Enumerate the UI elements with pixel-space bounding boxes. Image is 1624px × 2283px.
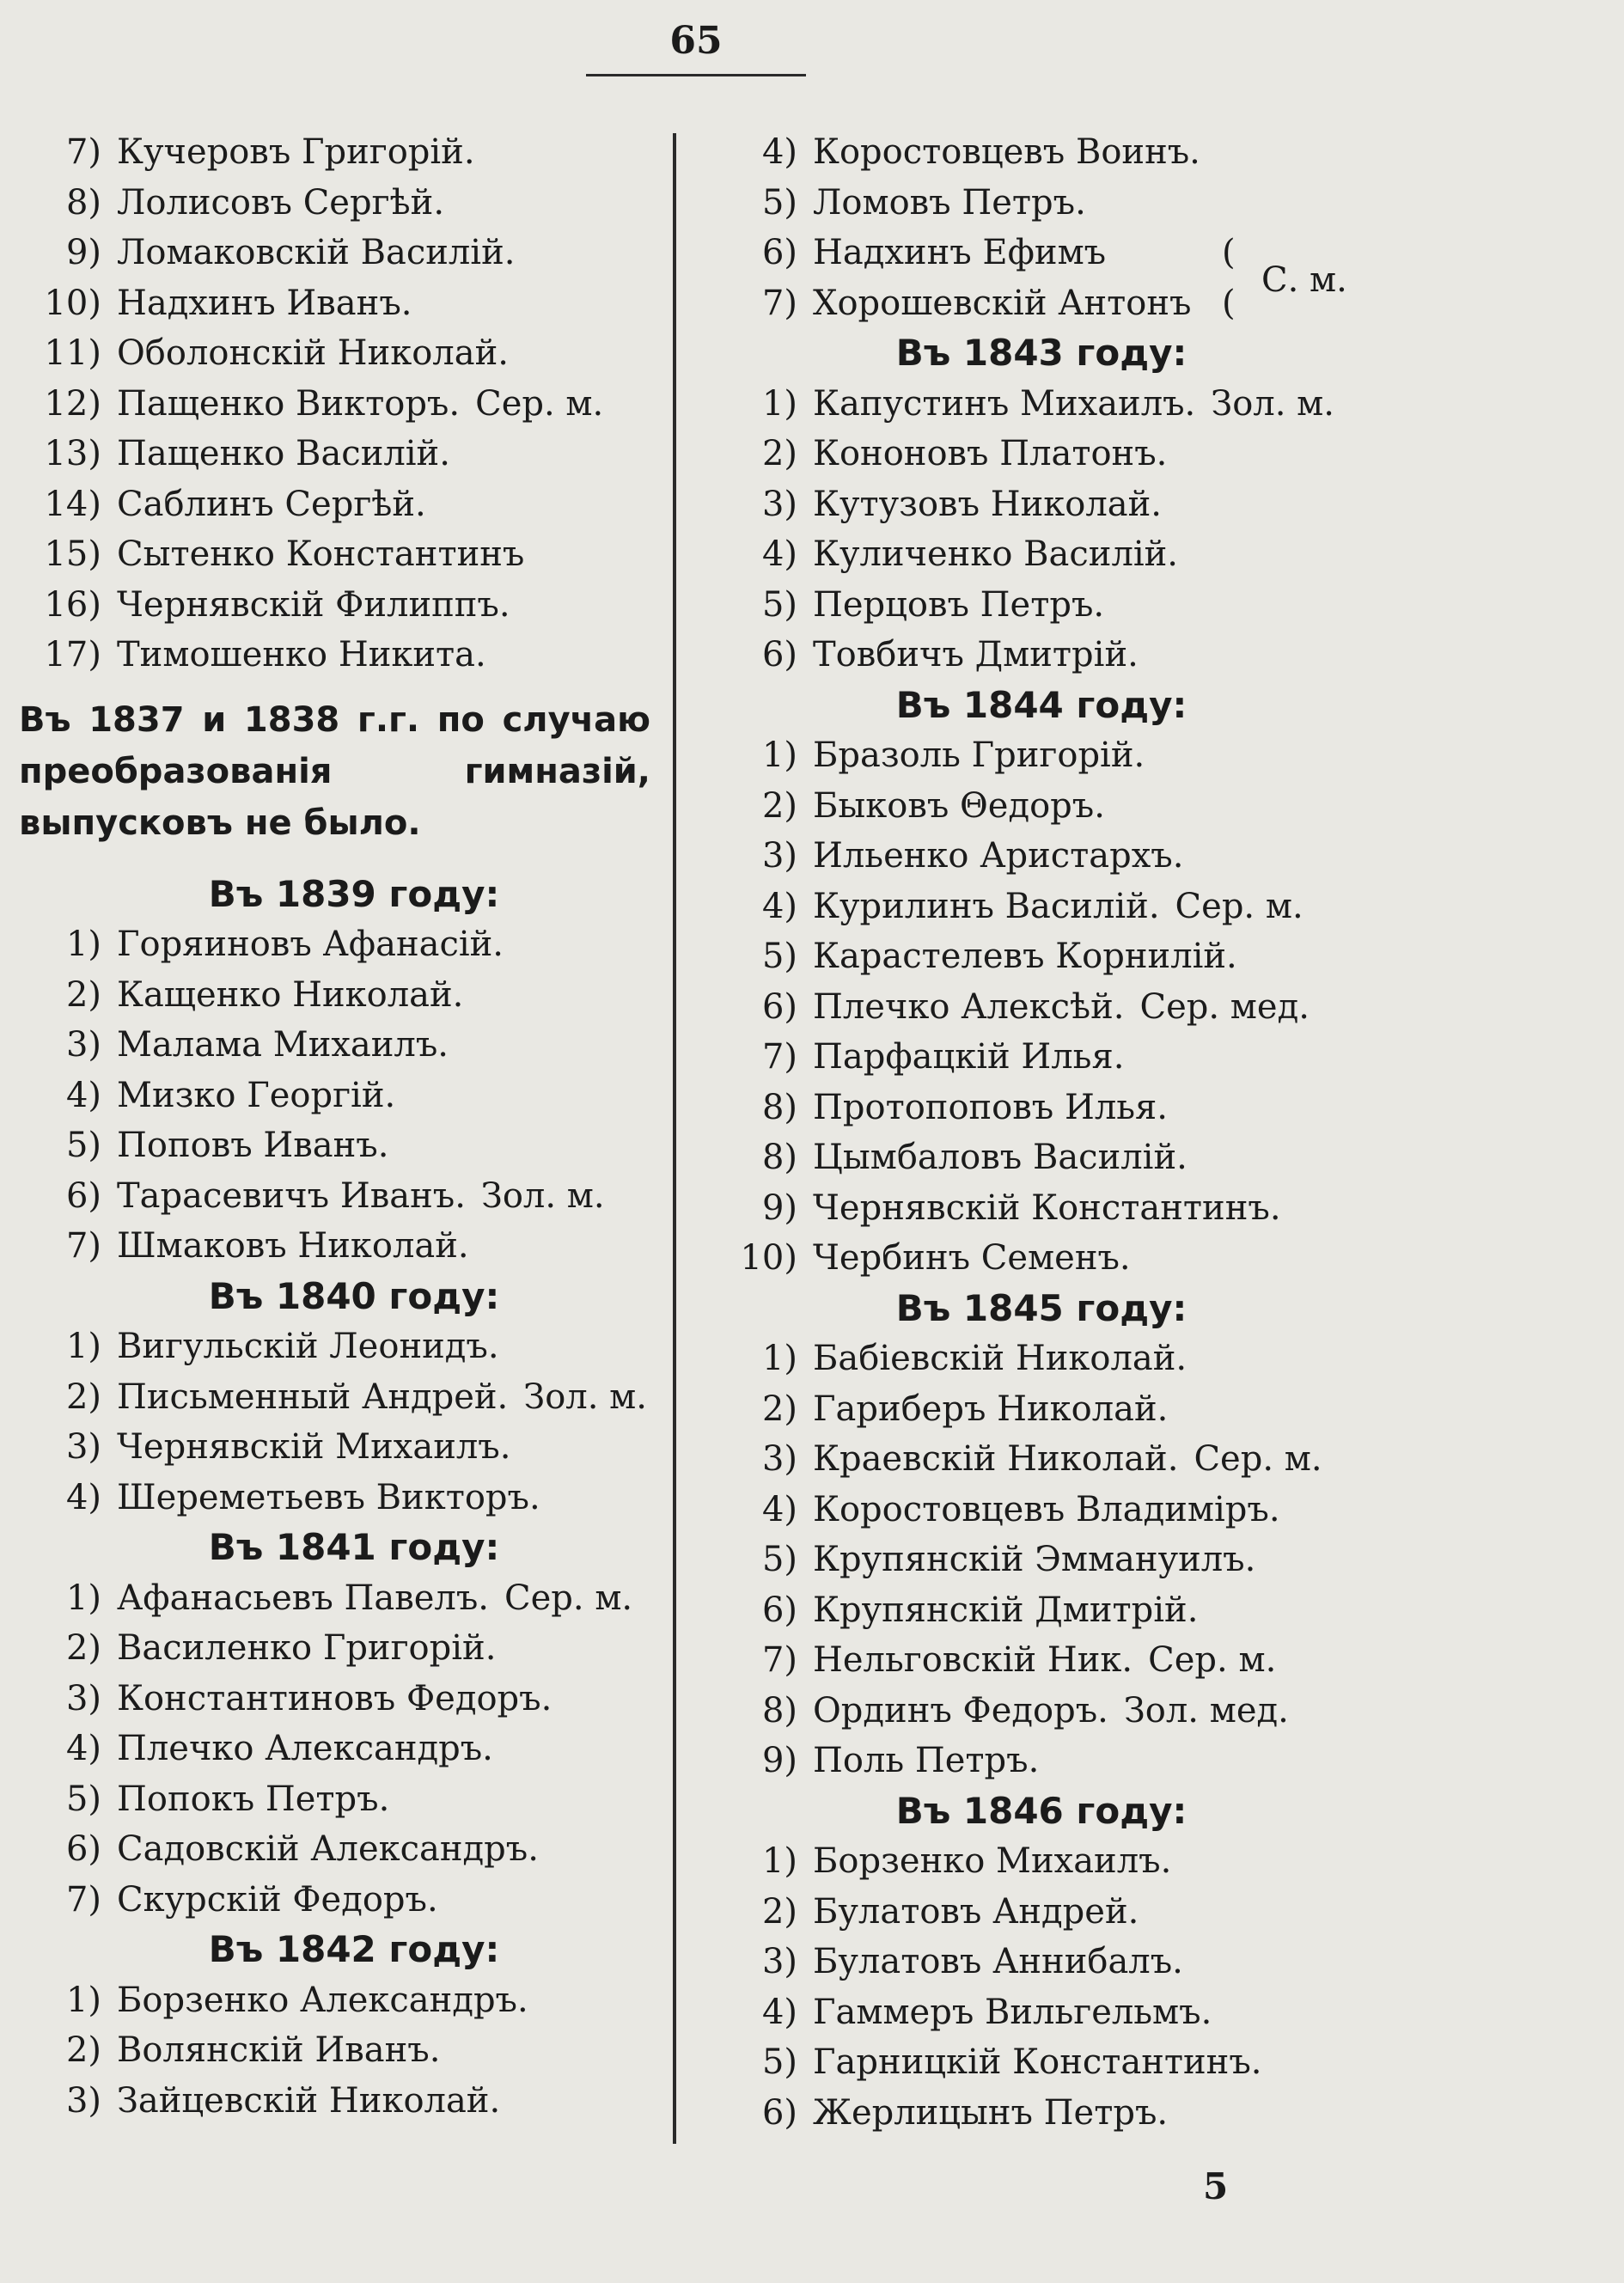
graduate-name: Плечко Алексѣй. [813, 986, 1125, 1027]
graduate-list-1845 [715, 1334, 1609, 1786]
year-heading-1841: Въ 1841 году: [208, 1526, 500, 1568]
graduate-entry [715, 2088, 1609, 2139]
entry-number: 1) [65, 1327, 101, 1366]
graduate-entry [19, 1120, 668, 1171]
left-column [19, 127, 668, 2126]
graduate-entry [715, 2037, 1609, 2088]
entry-number: 3) [761, 1942, 797, 1981]
medal-note: Зол. м. [480, 1175, 605, 1216]
graduate-entry [19, 630, 668, 681]
graduate-name: Коростовцевъ Воинъ. [813, 132, 1200, 172]
graduate-name: Пащенко Василій. [117, 434, 450, 473]
entry-number: 4) [761, 1992, 797, 2032]
entry-number: 4) [761, 1489, 797, 1529]
graduate-list-1844 [715, 730, 1609, 1284]
no-graduation-note: Въ 1837 и 1838 г.г. по случаю преобразованія гимназій, выпусковъ не было. [19, 699, 650, 843]
medal-note: Зол. мед. [1123, 1690, 1289, 1731]
graduate-name: Сытенко Константинъ [117, 534, 525, 574]
entry-number: 1) [761, 383, 797, 424]
graduate-name: Парфацкій Илья. [813, 1037, 1125, 1077]
entry-number: 5) [761, 2042, 797, 2082]
graduate-name: Поль Петръ. [813, 1741, 1040, 1780]
entry-number: 4) [65, 1729, 101, 1768]
graduate-name: Ломовъ Петръ. [813, 182, 1086, 223]
graduate-name: Шмаковъ Николай. [117, 1226, 469, 1266]
graduate-name: Малама Михаилъ. [117, 1025, 449, 1065]
graduate-entry [19, 479, 668, 530]
graduate-name: Зайцевскій Николай. [117, 2080, 501, 2121]
entry-number: 6) [761, 1590, 797, 1630]
graduate-name: Нельговскій Ник. [813, 1640, 1133, 1680]
graduate-entry [19, 970, 668, 1021]
graduate-name: Кащенко Николай. [117, 974, 464, 1015]
graduate-entry [715, 278, 1609, 329]
entry-number: 8) [761, 1087, 797, 1127]
graduate-name: Чербинъ Семенъ. [813, 1238, 1131, 1278]
entry-number: 1) [65, 1578, 101, 1618]
medal-note: Сер. м. [1148, 1640, 1277, 1680]
graduate-entry [715, 882, 1609, 932]
graduate-entry [715, 1384, 1609, 1435]
entry-number: 1) [761, 736, 797, 775]
graduate-entry [715, 1987, 1609, 2038]
entry-number: 10) [740, 1238, 797, 1278]
year-heading-1844: Въ 1844 году: [895, 683, 1187, 726]
graduate-entry [715, 831, 1609, 882]
graduate-entry [19, 2076, 668, 2127]
graduate-list-1839 [19, 919, 668, 1272]
graduate-entry [19, 2025, 668, 2076]
bracket-award: С. м. [1261, 260, 1347, 300]
column-divider [673, 133, 676, 2144]
graduate-entry [19, 1322, 668, 1372]
entry-number: 2) [65, 1628, 101, 1668]
graduate-entry [715, 1937, 1609, 1987]
graduate-entry [715, 1836, 1609, 1887]
graduate-entry [715, 1233, 1609, 1284]
entry-number: 6) [761, 233, 797, 272]
entry-number: 12) [44, 383, 101, 424]
graduate-entry [19, 1623, 668, 1674]
graduate-name: Пащенко Викторъ. [117, 383, 461, 424]
year-heading-1845: Въ 1845 году: [895, 1286, 1187, 1329]
graduate-name: Оболонскій Николай. [117, 333, 509, 373]
medal-note: Зол. м. [1211, 383, 1334, 424]
graduate-entry [19, 1422, 668, 1473]
graduate-list-1842-left [19, 1975, 668, 2127]
graduate-name: Ломаковскій Василій. [117, 233, 516, 272]
graduate-entry [715, 1334, 1609, 1384]
graduate-entry [715, 429, 1609, 479]
graduate-entry [19, 1674, 668, 1724]
bracket-mark: ( [1222, 233, 1236, 272]
graduate-name: Хорошевскій Антонъ [813, 283, 1192, 323]
entry-number: 1) [65, 925, 101, 964]
graduate-entry [715, 178, 1609, 229]
graduate-entry [715, 228, 1609, 278]
entry-number: 2) [65, 974, 101, 1015]
graduate-entry [715, 127, 1609, 178]
graduate-name: Письменный Андрей. [117, 1377, 509, 1417]
year-heading-1842: Въ 1842 году: [208, 1928, 500, 1970]
graduate-entry [19, 178, 668, 229]
graduate-list-1830s [19, 127, 668, 681]
graduate-name: Кучеровъ Григорій. [117, 132, 475, 172]
graduate-name: Борзенко Михаилъ. [813, 1841, 1172, 1881]
graduate-entry [19, 1473, 668, 1523]
graduate-name: Надхинъ Ефимъ [813, 233, 1107, 272]
graduate-name: Гариберъ Николай. [813, 1389, 1169, 1429]
graduate-name: Чернявскій Михаилъ. [117, 1427, 511, 1467]
graduate-entry [19, 1724, 668, 1774]
graduate-list-1846 [715, 1836, 1609, 2138]
graduate-entry [19, 1975, 668, 2026]
medal-note: Сер. мед. [1139, 986, 1310, 1027]
graduate-name: Ильенко Аристархъ. [813, 836, 1184, 876]
graduate-name: Ординъ Федоръ. [813, 1690, 1108, 1731]
graduate-name: Куличенко Василій. [813, 534, 1179, 574]
graduate-entry [715, 1183, 1609, 1234]
graduate-entry [19, 1875, 668, 1926]
entry-number: 2) [761, 785, 797, 826]
graduate-name: Чернявскій Константинъ. [813, 1187, 1281, 1228]
graduate-entry [19, 1071, 668, 1121]
medal-note: Сер. м. [1194, 1439, 1322, 1479]
graduate-name: Чернявскій Филиппъ. [117, 584, 510, 625]
entry-number: 3) [65, 2080, 101, 2121]
entry-number: 3) [761, 1439, 797, 1479]
graduate-name: Поповъ Иванъ. [117, 1126, 389, 1165]
medal-note: Сер. м. [475, 383, 604, 424]
graduate-name: Бразоль Григорій. [813, 736, 1145, 775]
entry-number: 16) [44, 584, 101, 625]
bracket-mark: ( [1222, 283, 1236, 323]
graduate-entry [715, 1132, 1609, 1183]
graduate-name: Вигульскій Леонидъ. [117, 1327, 499, 1366]
entry-number: 4) [65, 1075, 101, 1115]
graduate-name: Бабіевскій Николай. [813, 1339, 1187, 1378]
entry-number: 7) [761, 1037, 797, 1077]
entry-number: 4) [761, 534, 797, 574]
entry-number: 5) [65, 1779, 101, 1819]
entry-number: 9) [761, 1187, 797, 1228]
graduate-list-1840 [19, 1322, 668, 1523]
bracketed-entries-1842 [715, 228, 1609, 328]
graduate-entry [19, 580, 668, 631]
graduate-entry [19, 1020, 668, 1071]
graduate-name: Плечко Александръ. [117, 1729, 493, 1768]
entry-number: 15) [44, 534, 101, 574]
entry-number: 4) [761, 886, 797, 926]
year-heading-1839: Въ 1839 году: [208, 872, 500, 915]
medal-note: Сер. м. [504, 1578, 633, 1618]
entry-number: 6) [761, 2092, 797, 2133]
graduate-entry [19, 127, 668, 178]
entry-number: 7) [65, 1226, 101, 1266]
entry-number: 9) [761, 1741, 797, 1780]
graduate-entry [715, 730, 1609, 781]
entry-number: 3) [761, 836, 797, 876]
entry-number: 5) [761, 937, 797, 976]
graduate-name: Капустинъ Михаилъ. [813, 383, 1196, 424]
graduate-name: Попокъ Петръ. [117, 1779, 390, 1819]
entry-number: 13) [44, 434, 101, 473]
graduate-name: Лолисовъ Сергѣй. [117, 182, 445, 223]
graduate-entry [715, 931, 1609, 982]
graduate-entry [19, 1573, 668, 1624]
graduate-entry [19, 429, 668, 479]
graduate-name: Василенко Григорій. [117, 1628, 497, 1668]
graduate-name: Скурскій Федоръ. [117, 1879, 438, 1920]
graduate-entry [715, 1434, 1609, 1485]
entry-number: 11) [44, 333, 101, 373]
graduate-entry [19, 1221, 668, 1272]
graduate-entry [715, 982, 1609, 1033]
graduate-name: Садовскій Александръ. [117, 1829, 539, 1869]
year-heading-1846: Въ 1846 году: [895, 1789, 1187, 1832]
graduate-entry [715, 630, 1609, 681]
graduate-name: Афанасьевъ Павелъ. [117, 1578, 489, 1618]
entry-number: 7) [761, 283, 797, 323]
bracket-entries [715, 228, 1609, 328]
graduate-entry [19, 1774, 668, 1825]
entry-number: 2) [761, 1891, 797, 1932]
entry-number: 9) [65, 233, 101, 272]
entry-number: 17) [44, 635, 101, 675]
graduate-name: Краевскій Николай. [813, 1439, 1179, 1479]
graduate-entry [715, 1736, 1609, 1786]
graduate-name: Крупянскій Эммануилъ. [813, 1540, 1256, 1579]
entry-number: 8) [65, 182, 101, 223]
entry-number: 6) [761, 986, 797, 1027]
graduate-entry [715, 1083, 1609, 1133]
medal-note: Зол. м. [523, 1377, 647, 1417]
entry-number: 10) [44, 283, 101, 323]
graduate-list-1843 [715, 379, 1609, 681]
graduate-entry [19, 379, 668, 430]
entry-number: 1) [65, 1980, 101, 2020]
graduate-name: Борзенко Александръ. [117, 1980, 528, 2020]
graduate-list-1841 [19, 1573, 668, 1926]
graduate-name: Товбичъ Дмитрій. [813, 635, 1139, 675]
graduate-name: Тимошенко Никита. [117, 635, 486, 675]
graduate-entry [19, 529, 668, 580]
graduate-entry [715, 479, 1609, 530]
graduate-list-1842-right [715, 127, 1609, 228]
entry-number: 2) [761, 1389, 797, 1429]
graduate-name: Кононовъ Платонъ. [813, 434, 1168, 473]
right-column [715, 127, 1609, 2138]
graduate-name: Протопоповъ Илья. [813, 1087, 1168, 1127]
graduate-entry [715, 379, 1609, 430]
graduate-name: Тарасевичъ Иванъ. [117, 1175, 466, 1216]
entry-number: 2) [761, 434, 797, 473]
entry-number: 2) [65, 2030, 101, 2070]
graduate-entry [715, 1585, 1609, 1636]
graduate-entry [715, 1887, 1609, 1938]
graduate-entry [715, 529, 1609, 580]
graduate-entry [19, 328, 668, 379]
entry-number: 3) [65, 1678, 101, 1718]
graduate-name: Карастелевъ Корнилій. [813, 937, 1237, 976]
entry-number: 8) [761, 1138, 797, 1177]
entry-number: 4) [761, 132, 797, 172]
graduate-entry [19, 278, 668, 329]
entry-number: 3) [65, 1427, 101, 1467]
graduate-entry [715, 580, 1609, 631]
graduate-entry [19, 1171, 668, 1222]
graduate-entry [715, 1485, 1609, 1535]
graduate-name: Быковъ Θедоръ. [813, 785, 1105, 826]
signature-mark: 5 [1203, 2165, 1229, 2207]
page-number: 65 [669, 19, 723, 63]
entry-number: 7) [761, 1640, 797, 1680]
graduate-entry [715, 1686, 1609, 1737]
graduate-name: Волянскій Иванъ. [117, 2030, 441, 2070]
graduate-name: Булатовъ Андрей. [813, 1891, 1139, 1932]
header-rule [586, 74, 806, 76]
entry-number: 7) [65, 132, 101, 172]
entry-number: 6) [65, 1829, 101, 1869]
entry-number: 5) [761, 182, 797, 223]
entry-number: 6) [761, 635, 797, 675]
entry-number: 4) [65, 1477, 101, 1517]
graduate-name: Гаммеръ Вильгельмъ. [813, 1992, 1212, 2032]
graduate-entry [715, 781, 1609, 832]
graduate-name: Надхинъ Иванъ. [117, 283, 412, 323]
graduate-entry [715, 1535, 1609, 1585]
graduate-entry [715, 1635, 1609, 1686]
graduate-entry [19, 1372, 668, 1423]
graduate-name: Гарницкій Константинъ. [813, 2042, 1262, 2082]
entry-number: 8) [761, 1690, 797, 1731]
entry-number: 6) [65, 1175, 101, 1216]
entry-number: 3) [761, 484, 797, 524]
graduate-entry [19, 228, 668, 278]
year-heading-1843: Въ 1843 году: [895, 332, 1187, 374]
entry-number: 1) [761, 1841, 797, 1881]
graduate-name: Шереметьевъ Викторъ. [117, 1477, 540, 1517]
entry-number: 1) [761, 1339, 797, 1378]
graduate-name: Коростовцевъ Владиміръ. [813, 1489, 1280, 1529]
medal-note: Сер. м. [1175, 886, 1303, 926]
graduate-name: Курилинъ Василій. [813, 886, 1160, 926]
graduate-name: Саблинъ Сергѣй. [117, 484, 426, 524]
graduate-entry [19, 919, 668, 970]
graduate-name: Жерлицынъ Петръ. [813, 2092, 1169, 2133]
graduate-name: Константиновъ Федоръ. [117, 1678, 553, 1718]
graduate-entry [715, 1032, 1609, 1083]
entry-number: 5) [761, 584, 797, 625]
entry-number: 2) [65, 1377, 101, 1417]
graduate-name: Мизко Георгій. [117, 1075, 396, 1115]
graduate-name: Цымбаловъ Василій. [813, 1138, 1187, 1177]
year-heading-1840: Въ 1840 году: [208, 1274, 500, 1317]
entry-number: 5) [761, 1540, 797, 1579]
entry-number: 3) [65, 1025, 101, 1065]
entry-number: 14) [44, 484, 101, 524]
entry-number: 5) [65, 1126, 101, 1165]
graduate-entry [19, 1824, 668, 1875]
graduate-name: Булатовъ Аннибалъ. [813, 1942, 1183, 1981]
graduate-name: Кутузовъ Николай. [813, 484, 1162, 524]
graduate-name: Крупянскій Дмитрій. [813, 1590, 1199, 1630]
graduate-name: Перцовъ Петръ. [813, 584, 1105, 625]
entry-number: 7) [65, 1879, 101, 1920]
graduate-name: Горяиновъ Афанасій. [117, 925, 504, 964]
